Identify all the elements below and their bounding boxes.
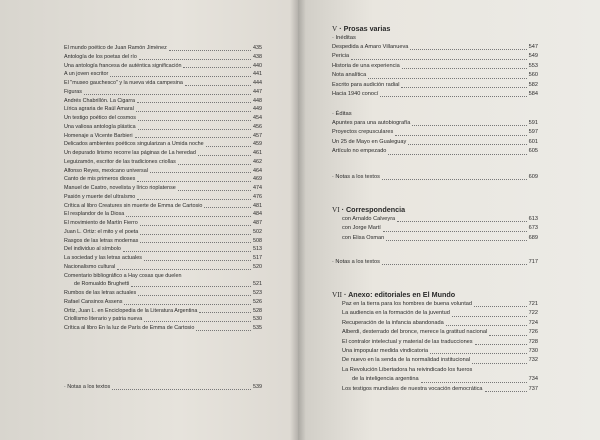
toc-entry	[342, 234, 538, 243]
toc-entry-title: De nuevo en la senda de la normalidad institucional	[342, 357, 471, 364]
toc-entry-page: 597	[528, 129, 538, 136]
toc-entry-page: 673	[528, 225, 538, 232]
toc-entry	[332, 90, 538, 99]
section-vi-heading	[332, 205, 538, 215]
toc-entry-page: 502	[253, 228, 262, 235]
toc-entry-title: El movimiento de Martín Fierro	[64, 220, 138, 226]
toc-entry	[342, 356, 538, 365]
toc-entry	[64, 167, 262, 176]
toc-entry-page: 438	[253, 53, 262, 60]
toc-entry	[64, 202, 262, 211]
toc-entry-page: 441	[253, 71, 262, 78]
toc-entry-page: 481	[253, 202, 262, 209]
toc-entry-title: con Arnaldo Calveyra	[342, 215, 396, 222]
toc-entry-title: El contralor intelectual y material de las traducciones	[342, 338, 473, 345]
toc-entry-title: Recuperación de la infancia abandonada	[342, 319, 444, 326]
toc-entry	[64, 280, 262, 289]
toc-entry-page: 513	[253, 246, 262, 253]
toc-entry-title: Una valiosa antología plástica	[64, 123, 136, 130]
toc-entry	[332, 147, 538, 156]
toc-entry-title: Un 25 de Mayo en Gualeguay	[332, 138, 407, 145]
toc-entry-title: Alfonso Reyes, mexicano universal	[64, 167, 148, 174]
toc-entry-title: Antología de los poetas del río	[64, 53, 137, 60]
toc-entry-page: 456	[253, 123, 262, 130]
toc-entry-page: 464	[253, 167, 262, 174]
toc-entry-page: 724	[528, 319, 538, 326]
toc-entry-page: 520	[253, 263, 262, 270]
toc-entry-page: 726	[528, 329, 538, 336]
toc-entry-title: El "museo gauchesco" y la nueva vida campesina	[64, 80, 183, 86]
toc-entry	[342, 300, 538, 309]
toc-entry	[332, 43, 538, 52]
toc-entry	[64, 307, 262, 316]
toc-entry-page: 457	[253, 132, 262, 139]
toc-entry-title: Historia de una experiencia	[332, 62, 400, 69]
toc-entry	[332, 52, 538, 61]
toc-entry	[64, 272, 262, 281]
book-gutter	[290, 0, 306, 440]
toc-entry-page: 584	[528, 90, 538, 97]
toc-entry-page: 530	[253, 316, 262, 323]
toc-entry-page: 732	[528, 357, 538, 364]
toc-entry	[64, 245, 262, 254]
toc-entry: · Notas a los textos 717	[332, 258, 538, 265]
toc-entry-title: Comentario bibliográfico a Hay cosas que duelen	[64, 272, 182, 279]
toc-entry-title: Hacia 1940 conocí	[332, 90, 379, 97]
toc-entry-page: 440	[253, 62, 262, 69]
toc-entry-page: 605	[528, 148, 538, 155]
toc-entry	[64, 219, 262, 228]
toc-entry	[64, 88, 262, 97]
toc-entry-page: 444	[253, 80, 262, 86]
toc-entry-page: 734	[528, 376, 538, 383]
toc-entry-title: Juan L. Ortiz: el mito y el poeta	[64, 228, 139, 235]
toc-entry	[64, 263, 262, 272]
toc-entry-title: con Elisa Osman	[342, 234, 385, 241]
toc-entry	[342, 309, 538, 318]
section-vi	[332, 205, 538, 243]
toc-entry-page: 459	[253, 141, 262, 148]
section-vi-notes	[332, 258, 538, 267]
section-v-notes	[332, 173, 538, 182]
toc-entry-page: 508	[253, 237, 262, 244]
toc-entry-page: 461	[253, 150, 262, 156]
toc-entry-title: Rafael Cansinos Assens	[64, 298, 123, 305]
toc-entry	[64, 62, 262, 71]
toc-entry	[64, 123, 262, 132]
toc-entry	[332, 81, 538, 90]
toc-entry-title: Lírica agraria de Raúl Amaral	[64, 106, 134, 113]
toc-entry	[64, 140, 262, 149]
toc-entry-title: Una impopular medida vindicatoria	[342, 347, 429, 354]
toc-entry-page: 737	[528, 385, 538, 392]
toc-entry-page: 560	[528, 72, 538, 79]
toc-entry-title: Delicados ambientes poéticos singularizan a Umida noche	[64, 141, 204, 148]
toc-entry	[332, 138, 538, 147]
toc-entry	[64, 228, 262, 237]
toc-entry-page: 448	[253, 97, 262, 104]
toc-entry	[64, 289, 262, 298]
toc-entry	[64, 79, 262, 88]
toc-entry-title: La Revolución Libertadora ha reivindicado los fueros	[342, 366, 473, 373]
toc-entry-page: 449	[253, 106, 262, 113]
toc-entry-page: 474	[253, 185, 262, 191]
toc-entry-title: Ortiz, Juan L. en Enciclopedia de la Literatura Argentina	[64, 307, 198, 314]
toc-entry-page: 553	[528, 62, 538, 69]
toc-entry-title: Pasión y muerte del ultraísmo	[64, 193, 136, 200]
toc-entry-title: Leguizamón, escritor de las tradiciones criollas	[64, 158, 176, 165]
toc-entry-title: Crítica al libro En la luz de París de Emma de Cartosio	[64, 325, 195, 331]
toc-entry-page: 462	[253, 158, 262, 165]
toc-entry-page: 613	[528, 215, 538, 222]
toc-entry-page: 447	[253, 88, 262, 95]
toc-entry-page: 526	[253, 298, 262, 305]
toc-entry	[64, 254, 262, 263]
correspondence-list	[332, 215, 538, 243]
toc-entry	[342, 375, 538, 384]
toc-entry	[64, 237, 262, 246]
section-v	[332, 24, 538, 99]
toc-entry-title: Manuel de Castro, novelista y lírico rioplatense	[64, 185, 176, 191]
toc-entry-title: Figuras	[64, 88, 82, 95]
toc-entry	[64, 114, 262, 123]
toc-entry-page: 728	[528, 338, 538, 345]
toc-entry	[64, 149, 262, 158]
toc-entry-title: Nota analítica	[332, 72, 367, 79]
toc-entry-title: Escrito para audición radial	[332, 81, 400, 88]
editas-block	[332, 110, 538, 157]
toc-entry	[64, 158, 262, 167]
toc-entry	[64, 315, 262, 324]
toc-entry-title: de Romualdo Brughetti	[74, 281, 130, 288]
toc-entry	[64, 105, 262, 114]
toc-entry	[342, 319, 538, 328]
toc-entry-page: 582	[528, 81, 538, 88]
toc-entry-title: Los testigos mundiales de nuestra vocación democrática	[342, 385, 483, 392]
toc-entry-title: El mundo poético de Juan Ramón Jiménez	[64, 45, 167, 51]
toc-entry	[342, 338, 538, 347]
toc-entry	[342, 347, 538, 356]
toc-entry-page: 547	[528, 43, 538, 50]
toc-entry	[64, 298, 262, 307]
left-page	[0, 0, 298, 440]
toc-entry-title: Rumbos de las letras actuales	[64, 290, 137, 296]
toc-entry-page: 435	[253, 45, 262, 51]
toc-entry-title: Homenaje a Vicente Barbieri	[64, 132, 133, 139]
toc-entry-title: El resplandor de la Diosa	[64, 211, 125, 218]
inditas-list	[332, 43, 538, 99]
toc-entry	[64, 175, 262, 184]
toc-entry-title: Un depurado lirismo recorre las páginas de La heredad	[64, 150, 196, 156]
toc-entry-page: 454	[253, 115, 262, 121]
toc-entry	[64, 132, 262, 141]
section-v-heading	[332, 24, 538, 34]
section-vi-title: · Correspondencia	[341, 205, 406, 214]
section-vii-heading	[332, 290, 538, 300]
toc-entry	[332, 62, 538, 71]
section-vi-number: VI	[332, 206, 340, 214]
toc-entry	[64, 210, 262, 219]
toc-entry-page: 549	[528, 53, 538, 60]
toc-entry-title: Apuntes para una autobiografía	[332, 119, 411, 126]
toc-entry	[64, 53, 262, 62]
section-v-title: · Prosas varias	[339, 24, 391, 33]
toc-entry	[342, 215, 538, 224]
toc-entry-page: 469	[253, 176, 262, 183]
section-vii	[332, 290, 538, 394]
toc-entry-title: Andrés Chabrillón. La Cigarra	[64, 97, 136, 104]
toc-entry-title: con Jorge Martí	[342, 225, 381, 232]
section-v-number: V	[332, 25, 338, 33]
toc-entry-title: Del individuo al símbolo	[64, 246, 121, 253]
editas-label: · Éditas	[332, 111, 352, 117]
toc-entry-title: Despedida a Amaro Villanueva	[332, 43, 409, 50]
right-page	[298, 0, 600, 440]
toc-entry: · Notas a los textos 539	[64, 384, 262, 390]
editorials-list	[332, 300, 538, 394]
toc-entry-page: 484	[253, 211, 262, 218]
toc-entry-page: 601	[528, 138, 538, 145]
toc-entry-page: 528	[253, 307, 262, 314]
toc-entry-title: Canto de mis primeros dioses	[64, 176, 136, 183]
toc-entry-page: 722	[528, 310, 538, 317]
toc-entry-page: 535	[253, 325, 262, 331]
toc-entry-page: 523	[253, 290, 262, 296]
toc-entry	[342, 366, 538, 375]
toc-entry-title: Pericia	[332, 53, 350, 60]
toc-entry	[64, 324, 262, 333]
toc-entry-title: Rasgos de las letras modernas	[64, 237, 139, 244]
toc-entry	[64, 44, 262, 53]
left-notes	[64, 383, 262, 392]
toc-entry-page: 721	[528, 300, 538, 307]
toc-entry-title: de la inteligencia argentina	[352, 376, 419, 383]
toc-entry-page: 521	[253, 281, 262, 288]
section-vii-number: VII	[332, 291, 342, 299]
toc-entry	[342, 385, 538, 394]
toc-entry-title: Crítica al libro Creatures sin muerte de Emma de Cartosio	[64, 202, 203, 209]
toc-entry-page: 689	[528, 234, 538, 241]
toc-entry-title: Alberdi, desterrado del bronce, merece la gratitud nacional	[342, 329, 488, 336]
toc-entry-page: 730	[528, 347, 538, 354]
editas-list	[332, 119, 538, 157]
toc-entry-page: 476	[253, 193, 262, 200]
toc-entry	[342, 224, 538, 233]
toc-entry	[64, 70, 262, 79]
toc-entry-title: Artículo no empezado	[332, 148, 387, 155]
section-vii-title: · Anexo: editoriales en El Mundo	[343, 290, 456, 299]
toc-entry-title: Un testigo poético del cosmos	[64, 115, 136, 121]
toc-entry-title: Nacionalismo cultural	[64, 263, 116, 270]
toc-entry: · Notas a los textos 609	[332, 173, 538, 180]
inditas-label: · Inéditas	[332, 35, 356, 41]
toc-entry-title: Criollismo literario y patria nueva	[64, 316, 143, 323]
toc-entry	[64, 193, 262, 202]
toc-entry-page: 591	[528, 119, 538, 126]
toc-entry-page: 517	[253, 255, 262, 261]
toc-entry-page: 487	[253, 220, 262, 226]
toc-entry-title: Proyectos crepusculares	[332, 129, 394, 136]
toc-entry	[332, 128, 538, 137]
toc-entry-title: Una antología francesa de auténtica significación	[64, 62, 182, 69]
toc-entry	[64, 184, 262, 193]
toc-entry	[342, 328, 538, 337]
toc-entry	[332, 119, 538, 128]
toc-entry	[64, 97, 262, 106]
left-toc-list	[64, 44, 262, 333]
toc-entry	[332, 71, 538, 80]
toc-entry-title: La sociedad y las letras actuales	[64, 255, 142, 261]
toc-entry-title: A un joven escritor	[64, 71, 109, 78]
toc-entry-title: Paz en la tierra para los hombres de buena voluntad	[342, 300, 472, 307]
toc-entry-title: La audiencia en la formación de la juventud	[342, 310, 450, 317]
